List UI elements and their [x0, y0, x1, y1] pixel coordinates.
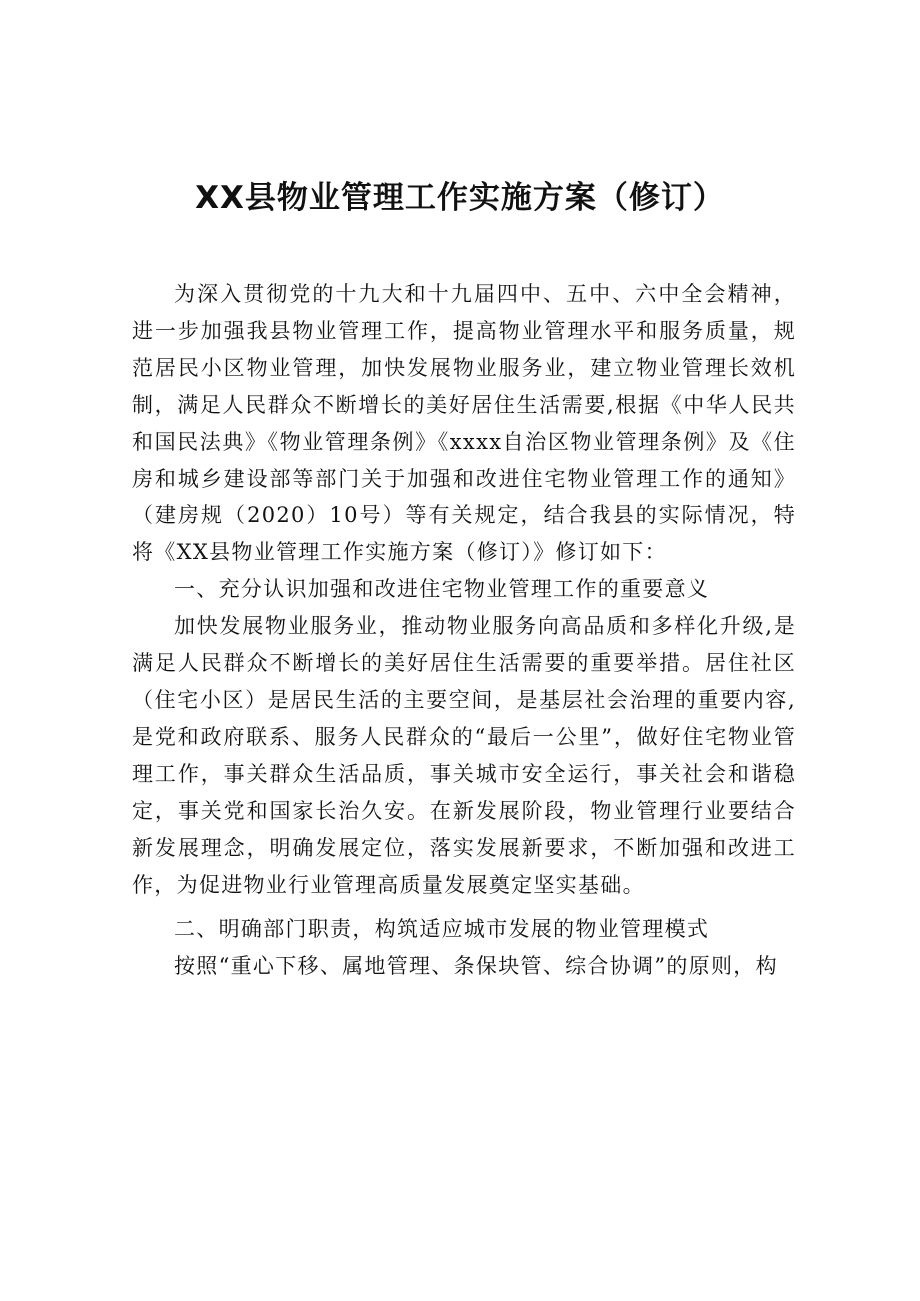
- section-heading-1: 一、充分认识加强和改进住宅物业管理工作的重要意义: [174, 577, 710, 602]
- document-body: [132, 276, 796, 985]
- intro-paragraph: 为深入贯彻党的十九大和十九届四中、五中、六中全会精神，进一步加强我县物业管理工作，提高物业管理水平和服务质量，规范居民小区物业管理，加快发展物业服务业，建立物业管理长效机制，满足人民群众不断增长的美好居住生活需要,根据《中华人民共和国民法典》《物业管理条例》《xxxx自治区物业管理条例》及《住房和城乡建设部等部门关于加强和改进住宅物业管理工作的通知》（建房规（2020）10号）等有关规定，结合我县的实际情况，特将《XX县物业管理工作实施方案（修订）》修订如下：: [132, 282, 796, 565]
- document-title: XX县物业管理工作实施方案（修订）: [195, 180, 725, 216]
- section-1-paragraph: 加快发展物业服务业，推动物业服务向高品质和多样化升级,是满足人民群众不断增长的美好居住生活需要的重要举措。居住社区（住宅小区）是居民生活的主要空间，是基层社会治理的重要内容,是党和政府联系、服务人民群众的“最后一公里”，做好住宅物业管理工作，事关群众生活品质，事关城市安全运行，事关社会和谐稳定，事关党和国家长治久安。在新发展阶段，物业管理行业要结合新发展理念，明确发展定位，落实发展新要求，不断加强和改进工作，为促进物业行业管理高质量发展奠定坚实基础。: [132, 614, 796, 897]
- section-2-paragraph: 按照“重心下移、属地管理、条保块管、综合协调”的原则，构: [174, 954, 778, 979]
- section-heading-2: 二、明确部门职责，构筑适应城市发展的物业管理模式: [174, 917, 710, 942]
